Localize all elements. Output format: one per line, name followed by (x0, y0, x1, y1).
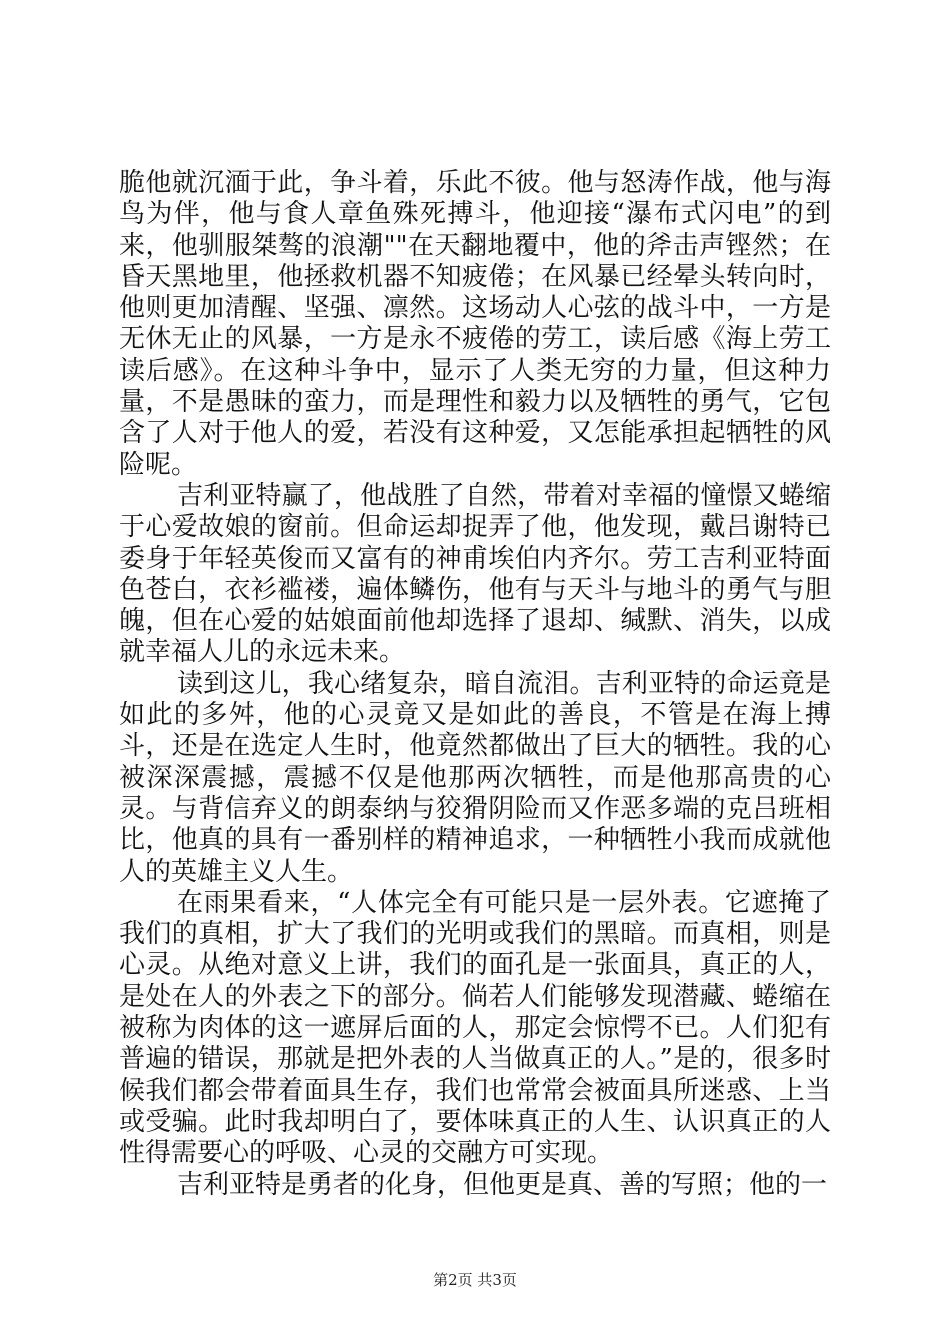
paragraph-4: 在雨果看来，“人体完全有可能只是一层外表。它遮掩了我们的真相，扩大了我们的光明或我们的黑暗。而真相，则是心灵。从绝对意义上讲，我们的面孔是一张面具，真正的人，是处在人的外表之下的部分。倘若人们能够发现潜藏、蜷缩在被称为肉体的这一遮屏后面的人，那定会惊愕不已。人们犯有普遍的错误，那就是把外表的人当做真正的人。”是的，很多时候我们都会带着面具生存，我们也常常会被面具所迷惑、上当或受骗。此时我却明白了，要体味真正的人生、认识真正的人性得需要心的呼吸、心灵的交融方可实现。 (119, 887, 831, 1169)
paragraph-3: 读到这儿，我心绪复杂，暗自流泪。吉利亚特的命运竟是如此的多舛，他的心灵竟又是如此的善良，不管是在海上搏斗，还是在选定人生时，他竟然都做出了巨大的牺牲。我的心被深深震撼，震撼不仅是他那两次牺牲，而是他那高贵的心灵。与背信弃义的朗泰纳与狡猾阴险而又作恶多端的克吕班相比，他真的具有一番别样的精神追求，一种牺牲小我而成就他人的英雄主义人生。 (119, 668, 831, 887)
paragraph-2: 吉利亚特赢了，他战胜了自然，带着对幸福的憧憬又蜷缩于心爱故娘的窗前。但命运却捉弄了他，他发现，戴吕谢特已委身于年轻英俊而又富有的神甫埃伯内齐尔。劳工吉利亚特面色苍白，衣衫褴褛，遍体鳞伤，他有与天斗与地斗的勇气与胆魄，但在心爱的姑娘面前他却选择了退却、缄默、消失，以成就幸福人儿的永远未来。 (119, 480, 831, 668)
paragraph-1: 脆他就沉湎于此，争斗着，乐此不彼。他与怒涛作战，他与海鸟为伴，他与食人章鱼殊死搏斗，他迎接“瀑布式闪电”的到来，他驯服桀骜的浪潮""在天翻地覆中，他的斧击声铿然；在昏天黑地里，他拯救机器不知疲倦；在风暴已经晕头转向时，他则更加清醒、坚强、凛然。这场动人心弦的战斗中，一方是无休无止的风暴，一方是永不疲倦的劳工，读后感《海上劳工读后感》。在这种斗争中，显示了人类无穷的力量，但这种力量，不是愚昧的蛮力，而是理性和毅力以及牺牲的勇气，它包含了人对于他人的爱，若没有这种爱，又怎能承担起牺牲的风险呢。 (119, 168, 831, 480)
page-footer: 第2页 共3页 (433, 1271, 517, 1289)
paragraph-5: 吉利亚特是勇者的化身，但他更是真、善的写照；他的一 (177, 1169, 828, 1200)
body-text (119, 168, 831, 1201)
